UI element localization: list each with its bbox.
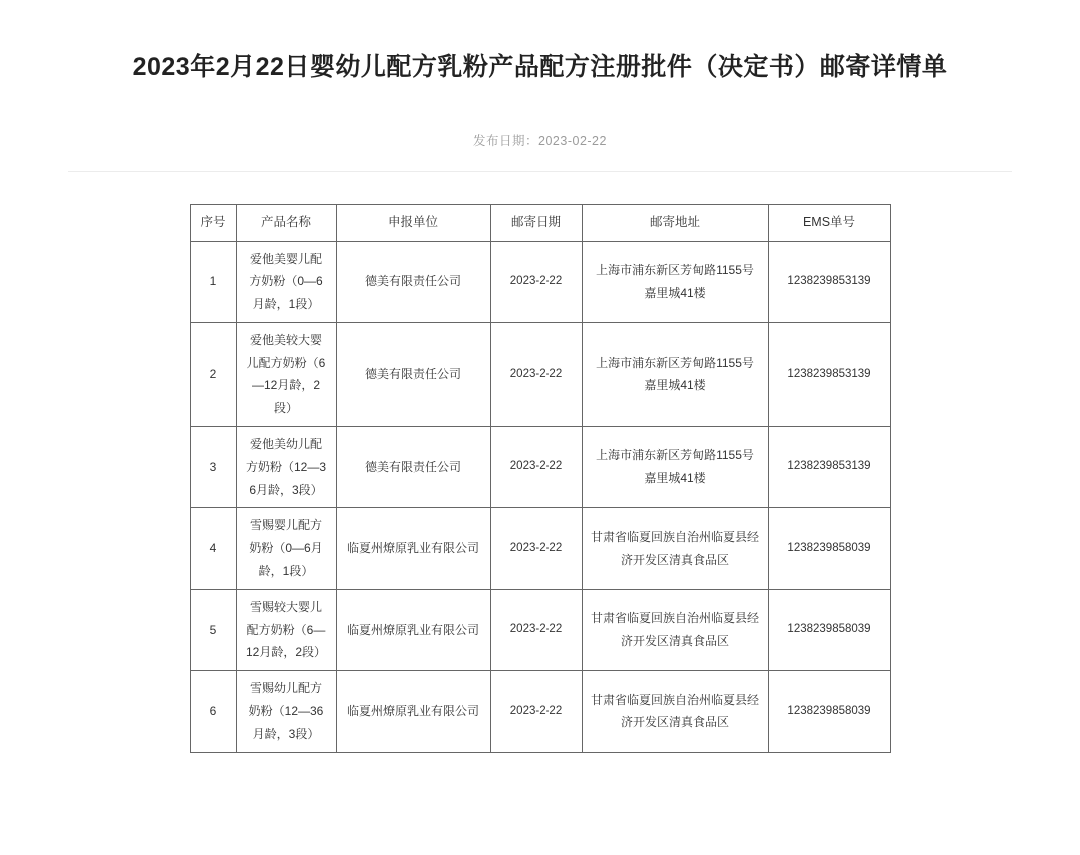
cell-applicant: 德美有限责任公司 xyxy=(336,241,490,322)
page-title: 2023年2月22日婴幼儿配方乳粉产品配方注册批件（决定书）邮寄详情单 xyxy=(132,52,948,81)
table-row xyxy=(190,427,890,508)
cell-ems-number: 1238239858039 xyxy=(768,671,890,752)
cell-product-name: 爱他美较大婴儿配方奶粉（6—12月龄，2段） xyxy=(236,322,336,426)
cell-mail-address: 甘肃省临夏回族自治州临夏县经济开发区清真食品区 xyxy=(582,671,768,752)
table-row xyxy=(190,322,890,426)
cell-product-name: 雪赐幼儿配方奶粉（12—36月龄，3段） xyxy=(236,671,336,752)
cell-ems-number: 1238239853139 xyxy=(768,427,890,508)
cell-ems-number: 1238239853139 xyxy=(768,322,890,426)
cell-product-name: 雪赐婴儿配方奶粉（0—6月龄，1段） xyxy=(236,508,336,589)
cell-product-name: 爱他美幼儿配方奶粉（12—36月龄，3段） xyxy=(236,427,336,508)
column-header-mail-date: 邮寄日期 xyxy=(490,205,582,242)
cell-mail-address: 上海市浦东新区芳甸路1155号嘉里城41楼 xyxy=(582,241,768,322)
table-row xyxy=(190,508,890,589)
cell-applicant: 临夏州燎原乳业有限公司 xyxy=(336,589,490,670)
column-header-product-name: 产品名称 xyxy=(236,205,336,242)
cell-product-name: 雪赐较大婴儿配方奶粉（6—12月龄，2段） xyxy=(236,589,336,670)
cell-index: 2 xyxy=(190,322,236,426)
cell-mail-address: 甘肃省临夏回族自治州临夏县经济开发区清真食品区 xyxy=(582,589,768,670)
cell-applicant: 临夏州燎原乳业有限公司 xyxy=(336,508,490,589)
table-row xyxy=(190,241,890,322)
cell-ems-number: 1238239853139 xyxy=(768,241,890,322)
publish-date: 发布日期：2023-02-22 xyxy=(473,134,607,148)
cell-mail-date: 2023-2-22 xyxy=(490,241,582,322)
table-container xyxy=(0,172,1080,753)
cell-mail-address: 上海市浦东新区芳甸路1155号嘉里城41楼 xyxy=(582,322,768,426)
cell-applicant: 临夏州燎原乳业有限公司 xyxy=(336,671,490,752)
column-header-index: 序号 xyxy=(190,205,236,242)
column-header-ems-number: EMS单号 xyxy=(768,205,890,242)
table-row xyxy=(190,671,890,752)
column-header-mail-address: 邮寄地址 xyxy=(582,205,768,242)
cell-mail-address: 上海市浦东新区芳甸路1155号嘉里城41楼 xyxy=(582,427,768,508)
mailing-details-table xyxy=(190,204,891,753)
document-page xyxy=(0,17,1080,753)
cell-mail-date: 2023-2-22 xyxy=(490,589,582,670)
cell-ems-number: 1238239858039 xyxy=(768,589,890,670)
cell-index: 6 xyxy=(190,671,236,752)
cell-product-name: 爱他美婴儿配方奶粉（0—6月龄，1段） xyxy=(236,241,336,322)
cell-mail-date: 2023-2-22 xyxy=(490,427,582,508)
table-header-row xyxy=(190,205,890,242)
cell-applicant: 德美有限责任公司 xyxy=(336,427,490,508)
cell-ems-number: 1238239858039 xyxy=(768,508,890,589)
cell-mail-date: 2023-2-22 xyxy=(490,671,582,752)
cell-index: 1 xyxy=(190,241,236,322)
cell-applicant: 德美有限责任公司 xyxy=(336,322,490,426)
cell-mail-date: 2023-2-22 xyxy=(490,322,582,426)
cell-mail-address: 甘肃省临夏回族自治州临夏县经济开发区清真食品区 xyxy=(582,508,768,589)
cell-index: 5 xyxy=(190,589,236,670)
cell-index: 3 xyxy=(190,427,236,508)
table-row xyxy=(190,589,890,670)
cell-mail-date: 2023-2-22 xyxy=(490,508,582,589)
column-header-applicant: 申报单位 xyxy=(336,205,490,242)
cell-index: 4 xyxy=(190,508,236,589)
